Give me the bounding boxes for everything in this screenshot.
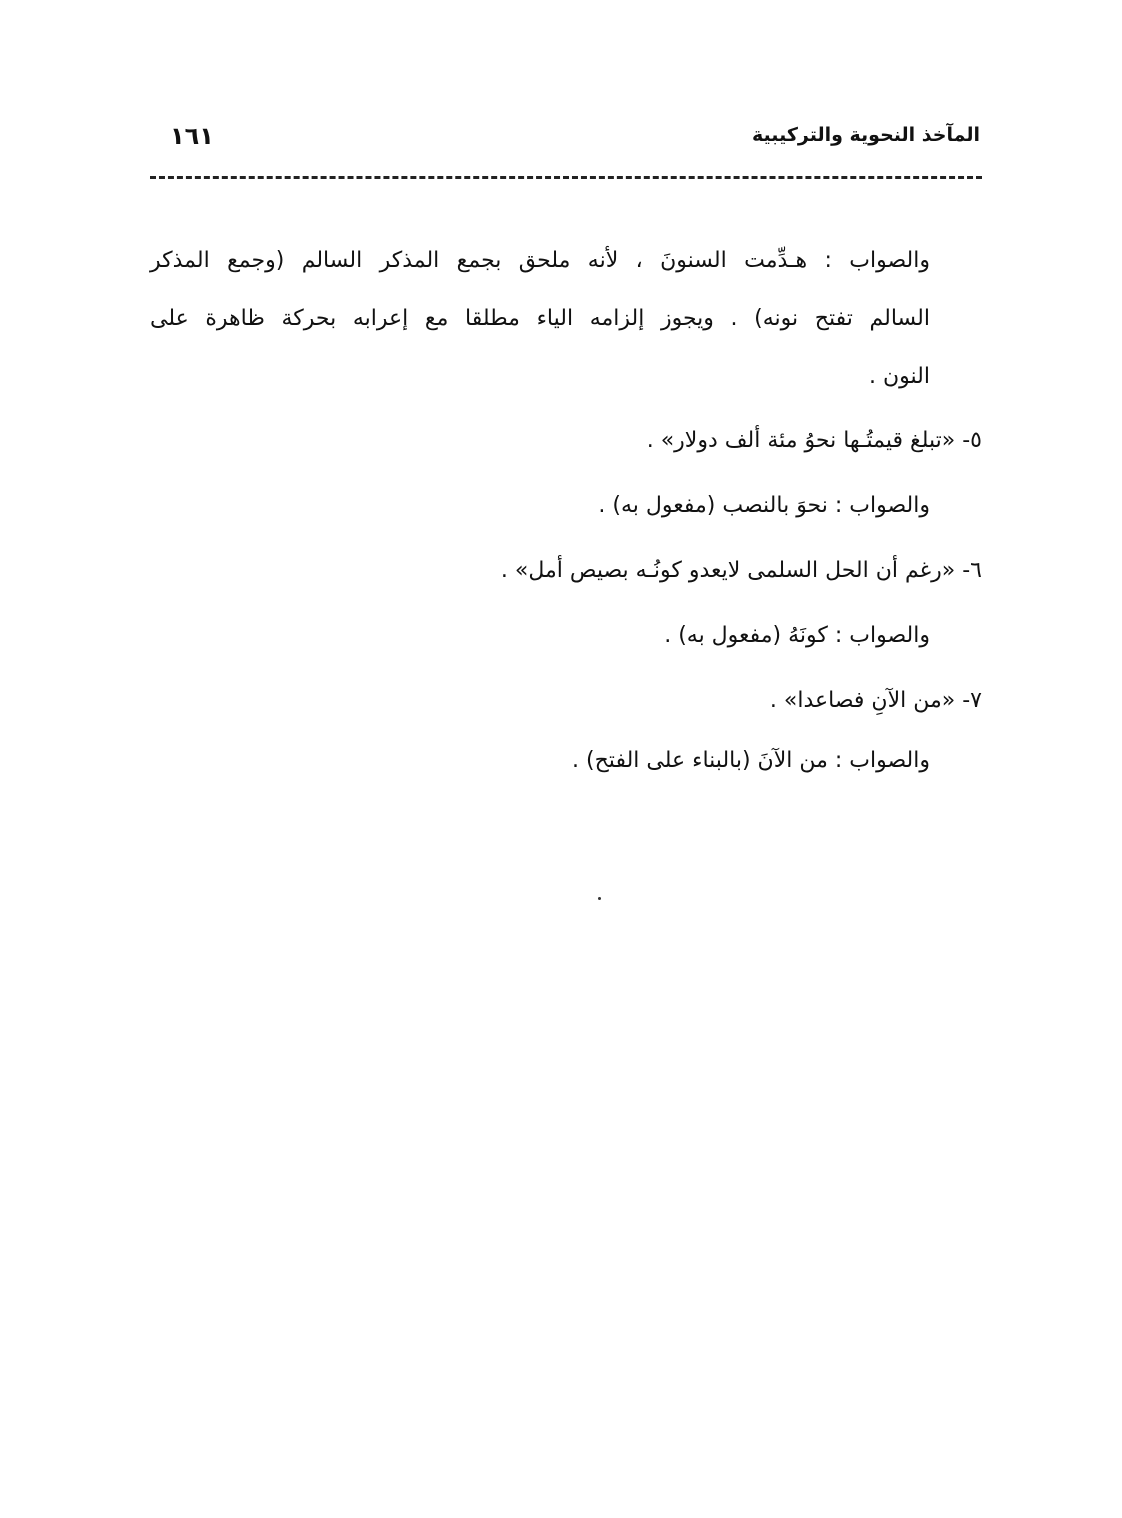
- example-6: ٦- «رغم أن الحل السلمى لايعدو كونُـه بصيص أمل» .: [500, 558, 982, 583]
- example-5: ٥- «تبلغ قيمتُـها نحوُ مئة ألف دولار» .: [646, 428, 982, 453]
- page-number: ١٦١: [170, 122, 214, 150]
- paragraph-line-2: السالم تفتح نونه) . ويجوز إلزامه الياء مطلقا مع إعرابه بحركة ظاهرة على: [150, 306, 930, 331]
- running-header-title: المآخذ النحوية والتركيبية: [752, 124, 980, 146]
- correction-5: والصواب : نحوَ بالنصب (مفعول به) .: [598, 493, 930, 518]
- stray-dot: [598, 897, 601, 900]
- correction-7: والصواب : من الآنَ (بالبناء على الفتح) .: [572, 748, 930, 773]
- paragraph-line-1: والصواب : هـدِّمت السنونَ ، لأنه ملحق بجمع المذكر السالم (وجمع المذكر: [150, 248, 930, 273]
- page-header: [150, 122, 980, 172]
- header-divider: [150, 176, 982, 179]
- correction-6: والصواب : كونَهُ (مفعول به) .: [664, 623, 930, 648]
- paragraph-line-3: النون .: [869, 364, 930, 389]
- example-7: ٧- «من الآنِ فصاعدا» .: [769, 688, 982, 713]
